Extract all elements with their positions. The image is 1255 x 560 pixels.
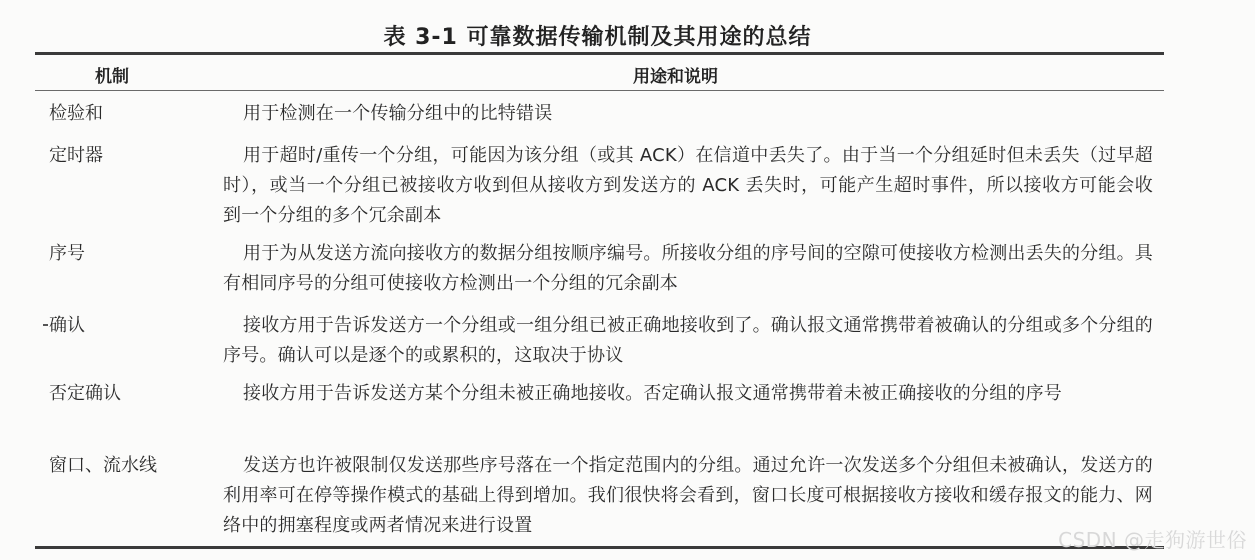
row-description: 接收方用于告诉发送方某个分组未被正确地接收。否定确认报文通常携带着未被正确接收的分组的序号 xyxy=(243,383,1062,404)
table-header-rule xyxy=(35,90,1164,91)
header-description: 用途和说明 xyxy=(633,67,718,87)
row-mechanism: 序号 xyxy=(49,243,85,264)
row-description: 用于为从发送方流向接收方的数据分组按顺序编号。所接收分组的序号间的空隙可使接收方检测出丢失的分组。具有相同序号的分组可使接收方检测出一个分组的冗余副本 xyxy=(223,243,1153,294)
row-description: 用于检测在一个传输分组中的比特错误 xyxy=(243,103,553,124)
row-mechanism: 定时器 xyxy=(49,145,103,166)
row-mechanism: 检验和 xyxy=(49,103,103,124)
table-top-rule xyxy=(35,52,1164,55)
table-header-row xyxy=(35,60,1164,88)
watermark: CSDN @走狗游世俗 xyxy=(1058,528,1247,552)
row-mechanism: 确认 xyxy=(49,315,85,336)
row-description: 用于超时/重传一个分组，可能因为该分组（或其 ACK）在信道中丢失了。由于当一个分组延时但未丢失（过早超时），或当一个分组已被接收方收到但从接收方到发送方的 ACK 丢失时，可能产生超时事件，所以接收方可能会收到一个分组的多个冗余副本 xyxy=(223,145,1153,226)
row-mechanism: 否定确认 xyxy=(49,383,121,404)
row-mechanism: 窗口、流水线 xyxy=(49,455,157,476)
row-description: 发送方也许被限制仅发送那些序号落在一个指定范围内的分组。通过允许一次发送多个分组但未被确认，发送方的利用率可在停等操作模式的基础上得到增加。我们很快将会看到，窗口长度可根据接收方接收和缓存报文的能力、网络中的拥塞程度或两者情况来进行设置 xyxy=(223,455,1153,536)
table-title: 表 3-1 可靠数据传输机制及其用途的总结 xyxy=(383,25,812,50)
stray-dash-mark xyxy=(43,324,48,326)
table-bottom-rule xyxy=(35,546,1164,549)
row-description: 接收方用于告诉发送方一个分组或一组分组已被正确地接收到了。确认报文通常携带着被确认的分组或多个分组的序号。确认可以是逐个的或累积的，这取决于协议 xyxy=(223,315,1153,366)
header-mechanism: 机制 xyxy=(95,67,129,87)
